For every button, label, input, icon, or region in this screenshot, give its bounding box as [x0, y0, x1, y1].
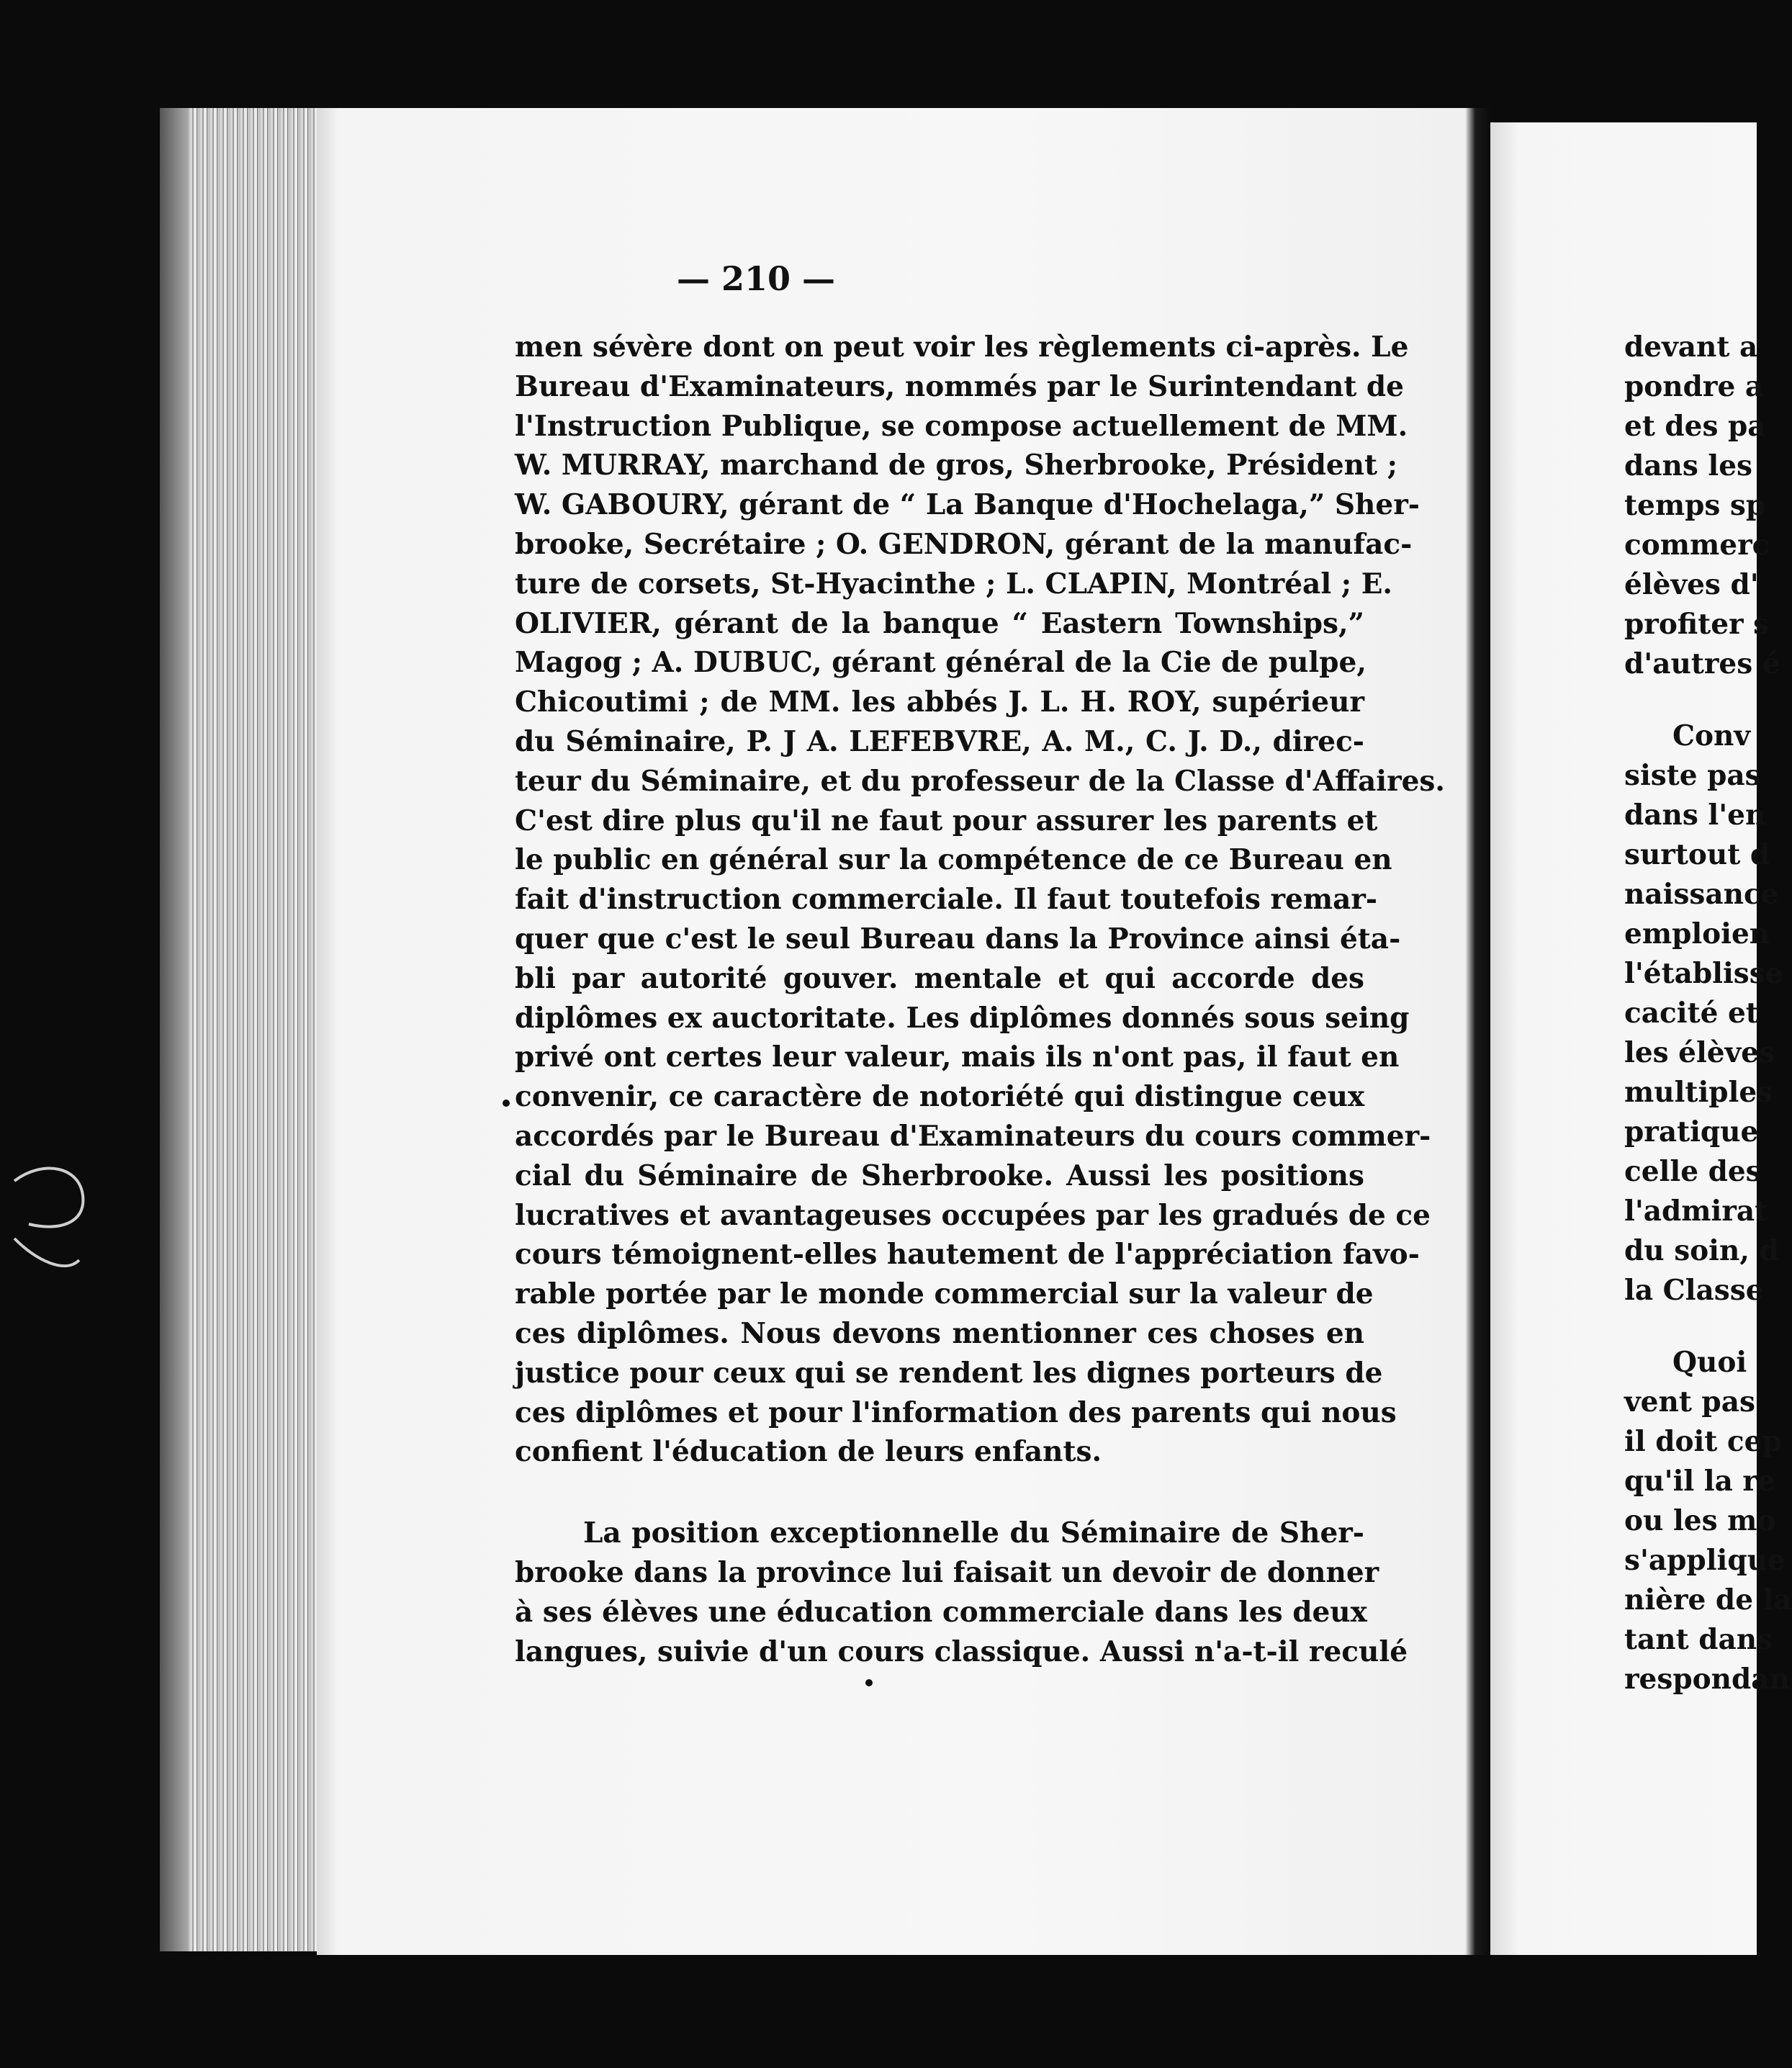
text-line: brooke, Secrétaire ; O. GENDRON, gérant de la manufac-	[515, 527, 1413, 561]
text-line: La position exceptionnelle du Séminaire de Sher-	[583, 1516, 1364, 1550]
text-line: C'est dire plus qu'il ne faut pour assurer les parents et	[515, 804, 1378, 837]
text-line: ou les mo	[1624, 1504, 1776, 1537]
text-line: nière de la	[1624, 1583, 1792, 1617]
text-line: vent pas	[1624, 1385, 1755, 1419]
scribble-mark	[0, 1152, 108, 1282]
book-gutter	[1465, 108, 1490, 1955]
text-line: tant dans	[1624, 1623, 1773, 1656]
text-line: teur du Séminaire, et du professeur de la Classe d'Affaires.	[515, 764, 1445, 798]
text-line: diplômes ex auctoritate. Les diplômes donnés sous seing	[515, 1001, 1410, 1035]
text-line: s'applique	[1624, 1544, 1786, 1577]
text-line: le public en général sur la compétence de ce Bureau en	[515, 843, 1392, 877]
text-line: respondan	[1624, 1663, 1790, 1696]
text-line: du soin, d	[1624, 1234, 1779, 1267]
text-line: pratique	[1624, 1115, 1759, 1148]
text-line: W. GABOURY, gérant de “ La Banque d'Hochelaga,” Sher-	[515, 488, 1420, 522]
text-line: celle des	[1624, 1155, 1762, 1188]
text-line: du Séminaire, P. J A. LEFEBVRE, A. M., C. J. D., direc-	[515, 724, 1364, 758]
text-line: OLIVIER, gérant de la banque “ Eastern Townships,”	[515, 606, 1364, 640]
right-page-text	[1490, 328, 1792, 1699]
text-line: l'établisse	[1624, 957, 1783, 990]
page-number: — 210 —	[676, 259, 836, 298]
text-line: Bureau d'Examinateurs, nommés par le Surintendant de	[515, 369, 1404, 403]
ink-dot	[865, 1679, 873, 1686]
text-line: dans les	[1624, 449, 1753, 482]
text-line: justice pour ceux qui se rendent les dignes porteurs de	[515, 1356, 1383, 1390]
text-line: pondre a	[1624, 370, 1764, 403]
right-page	[1490, 122, 1792, 1955]
page-body	[515, 328, 1445, 1671]
text-line: les élèves	[1624, 1036, 1775, 1069]
text-line: profiter s	[1624, 608, 1770, 641]
text-line: ces diplômes et pour l'information des parents qui nous	[515, 1395, 1397, 1429]
text-line: cial du Séminaire de Sherbrooke. Aussi les positions	[515, 1159, 1364, 1192]
text-line: accordés par le Bureau d'Examinateurs du cours commer-	[515, 1119, 1431, 1153]
text-line: men sévère dont on peut voir les règlements ci-après. Le	[515, 331, 1409, 364]
text-line: cours témoignent-elles hautement de l'appréciation favo-	[515, 1238, 1420, 1272]
text-line: l'Instruction Publique, se compose actuellement de MM.	[515, 409, 1408, 443]
text-line: élèves d'	[1624, 568, 1759, 601]
text-line: devant a	[1624, 331, 1758, 364]
text-line: l'admirat	[1624, 1195, 1768, 1228]
book-spine-shadow	[160, 108, 189, 1951]
paragraph-2	[515, 1514, 1408, 1671]
text-line: lucratives et avantageuses occupées par les gradués de ce	[515, 1198, 1431, 1232]
text-line: confient l'éducation de leurs enfants.	[515, 1435, 1102, 1469]
text-line: commerc	[1624, 529, 1770, 562]
text-line: W. MURRAY, marchand de gros, Sherbrooke, Président ;	[515, 449, 1398, 482]
text-line: fait d'instruction commerciale. Il faut toutefois remar-	[515, 883, 1378, 917]
text-line: qu'il la re	[1624, 1465, 1775, 1498]
text-line: convenir, ce caractère de notoriété qui distingue ceux	[515, 1080, 1365, 1114]
text-line: cacité et	[1624, 997, 1759, 1030]
text-line: Conv	[1672, 719, 1751, 752]
text-line: ces diplômes. Nous devons mentionner ces choses en	[515, 1316, 1364, 1350]
text-line: d'autres é	[1624, 647, 1780, 680]
text-line: quer que c'est le seul Bureau dans la Province ainsi éta-	[515, 922, 1401, 956]
text-line: brooke dans la province lui faisait un devoir de donner	[515, 1555, 1379, 1589]
text-line: rable portée par le monde commercial sur la valeur de	[515, 1277, 1374, 1311]
text-line: bli par autorité gouver. mentale et qui accorde des	[515, 961, 1364, 995]
text-line: privé ont certes leur valeur, mais ils n'ont pas, il faut en	[515, 1040, 1400, 1074]
text-line: multiples	[1624, 1076, 1773, 1109]
text-line: siste pas	[1624, 759, 1761, 792]
text-line: Magog ; A. DUBUC, gérant général de la Cie de pulpe,	[515, 646, 1366, 680]
text-line: dans l'en	[1624, 799, 1766, 832]
text-line: naissance	[1624, 878, 1779, 911]
paragraph-1	[515, 328, 1445, 1472]
text-line: ture de corsets, St-Hyacinthe ; L. CLAPIN, Montréal ; E.	[515, 567, 1392, 601]
ink-dot	[503, 1100, 510, 1107]
text-line: langues, suivie d'un cours classique. Aussi n'a-t-il reculé	[515, 1635, 1408, 1668]
text-line: la Classe	[1624, 1274, 1764, 1307]
text-line: temps sp	[1624, 489, 1766, 522]
text-line: et des pa	[1624, 410, 1766, 443]
text-line: il doit cep	[1624, 1425, 1782, 1458]
text-line: Chicoutimi ; de MM. les abbés J. L. H. ROY, supérieur	[515, 685, 1364, 719]
text-line: Quoi	[1672, 1346, 1747, 1379]
text-line: emploien	[1624, 917, 1770, 950]
text-line: surtout d	[1624, 838, 1770, 871]
text-line: à ses élèves une éducation commerciale dans les deux	[515, 1595, 1367, 1629]
